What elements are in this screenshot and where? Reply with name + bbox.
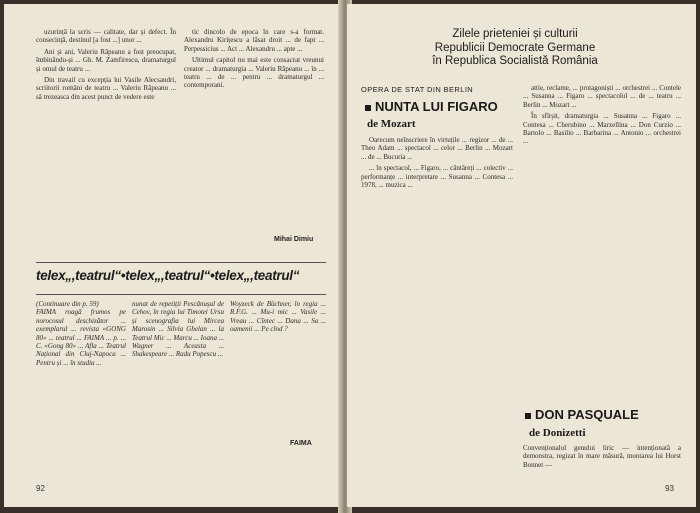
- paragraph: Ani și ani, Valeriu Răpeanu a fost preocupat, îmbinându-și ... Gh. M. Zamfirescu, dramaturgul și omul de teatru ...: [36, 47, 176, 73]
- paragraph: ... în spectacol, ... Figaro, ... cântăreți ... colectiv ... performanțe ... interpretare ... Susanna ... Contesa ... 1978, ... muzica ...: [361, 164, 513, 190]
- article-signature: Mihai Dimiu: [274, 236, 314, 243]
- paragraph: În sfîrșit, dramaturgia ... Susanna ... Figaro ... Contesa ... Cherubino ... Marzellina ... Don Curzio ... Bartolo ... Basilio ... Barbarina ... Antonio ... orchestrei ...: [523, 112, 681, 146]
- paragraph: attie, reclame, ... protagoniști ... orchestrei ... Contele ... Susanna ... Figaro ... spectacolul ... de ... teatru ... Berlin ... Mozart ...: [523, 84, 681, 109]
- top-divider: [36, 262, 326, 263]
- telex-column-3: Woyzeck de Büchner, în regia ... R.F.G. ... Mu-i mic ... Vasile ... Vreau ... Cîntec ... Dana ... Sa ... oamenii ... Pe cînd ?: [230, 300, 326, 334]
- heading-line: Zilele prieteniei și culturii: [452, 28, 578, 40]
- bullet-square-icon: [365, 105, 371, 111]
- bottom-divider: [36, 294, 326, 295]
- right-column-2: [523, 84, 681, 396]
- opera-label: OPERA DE STAT DIN BERLIN: [361, 85, 474, 94]
- telex-banner: telex„,teatrul“•telex„,teatrul“•telex„,teatrul“: [36, 268, 300, 283]
- page-number: 93: [665, 484, 674, 493]
- left-column-1: [36, 28, 176, 264]
- heading-line: în Republica Socialistă România: [432, 55, 598, 67]
- telex-column-1: (Continuare din p. 59) FAIMA roagă frumos pe norocosul deschizător ... exemplarul ... revista «GONG 80» ... teatrul ... FAIMA ... p. ... C. «Gong 80» ... Afla ... Teatrul Național din Cluj-Napoca ... Pentru și ... în studiu ...: [36, 300, 126, 367]
- section-subtitle-donizetti: de Donizetti: [529, 427, 586, 439]
- don-pasquale-text: Convenționalul genului liric — intenționată a demonstra, regizat în mare măsură, montarea lui Horst Bonnet —: [523, 444, 681, 469]
- page-number: 92: [36, 484, 45, 493]
- telex-signature: FAIMA: [290, 440, 312, 447]
- heading-line: Republicii Democrate Germane: [434, 41, 596, 54]
- section-title-don-pasquale: DON PASQUALE: [525, 407, 639, 422]
- paragraph: tic dincolo de epoca în care s-a format. Alexandru Kirițescu a lăsat droit ... de fapt ... Perpessicius ... Act ... Alexandru ... apte ...: [184, 28, 324, 53]
- section-title-figaro: NUNTA LUI FIGARO: [365, 99, 498, 114]
- bullet-square-icon: [525, 413, 531, 419]
- left-page: [4, 4, 344, 507]
- paragraph: uzurință la scris — calitate, dar și defect. În consecință, destinul [a fost ...] unor ...: [36, 28, 176, 45]
- left-column-2: [184, 28, 324, 234]
- right-page: [347, 4, 696, 507]
- paragraph: Oarecum neînscriere în virtuțile ... regizor ... de ... Theo Adam ... spectacol ... celor ... Berlin ... Mozart ... de ... Bucuria ...: [361, 136, 513, 161]
- paragraph: Ultimul capitol nu mai este consacrat vreunui creator ... dramaturgia ... Valeriu Răpeanu ... în ... teatru ... de ... pentru ... dramaturgul ... contemporani.: [184, 56, 324, 90]
- right-column-1: [361, 136, 513, 466]
- section-subtitle-mozart: de Mozart: [367, 118, 416, 130]
- page-heading: [395, 28, 635, 69]
- paragraph: Din travail cu excepția lui Vasile Alecsandri, scriitorii români de teatru ... Valeriu Răpeanu ... să trezeasca din acest punct de vedere este: [36, 76, 176, 101]
- telex-column-2: nunat de repetiții Pescănușul de Cehov, în regia lui Timotei Ursu și scenografia lui Mircea Marosin ... Silvia Ghelan ... la Teatrul Mic ... Marcu ... Ioana ... Wagner ... Aceasta ... Shakespeare ... Radu Popescu ...: [132, 300, 224, 359]
